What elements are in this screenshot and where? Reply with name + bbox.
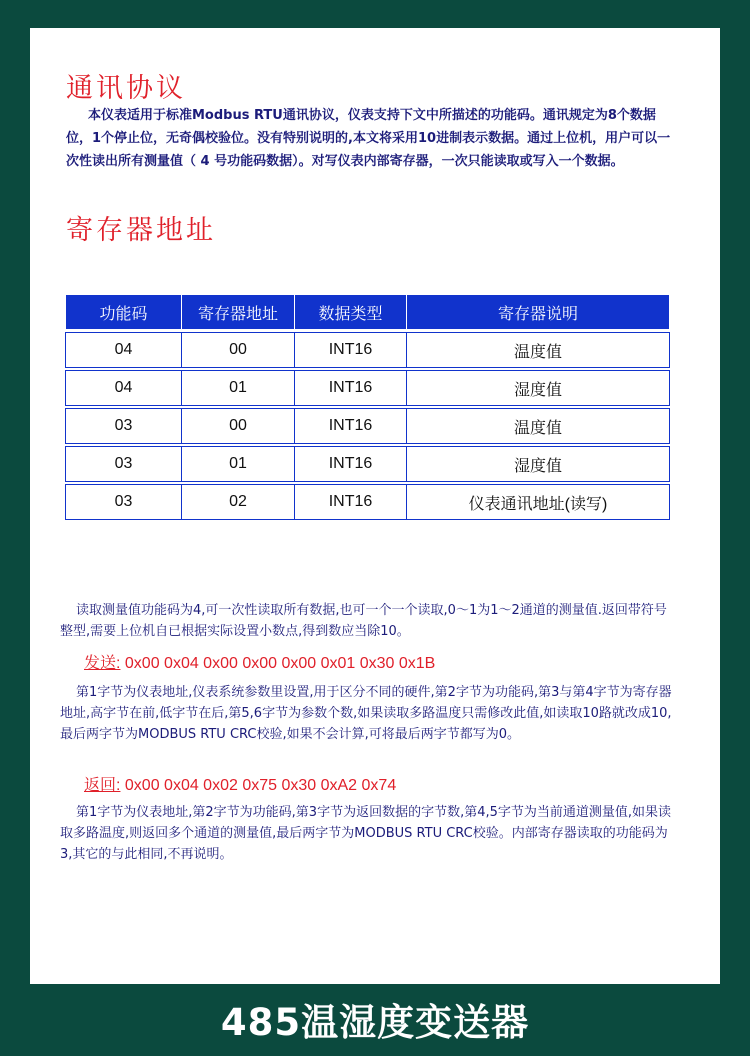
cell-description: 湿度值 [407,371,670,406]
cell-data-type: INT16 [295,333,407,368]
cell-description: 湿度值 [407,447,670,482]
cell-function-code: 03 [66,485,182,520]
reply-command [84,772,396,795]
header-data-type: 数据类型 [295,295,407,330]
reply-bytes: 0x00 0x04 0x02 0x75 0x30 0xA2 0x74 [120,777,397,794]
send-explanation: 第1字节为仪表地址,仪表系统参数里设置,用于区分不同的硬件,第2字节为功能码,第3与第4字节为寄存器地址,高字节在前,低字节在后,第5,6字节为参数个数,如果读取多路温度只需修改此值,如读取10路就改成10,最后两字节为MODBUS RTU CRC校验,如果不会计算,可将最后两字节都写为0。 [60,685,672,742]
section-title-registers: 寄存器地址 [66,215,216,246]
table-row [66,447,670,482]
table-row [66,371,670,406]
send-bytes: 0x00 0x04 0x00 0x00 0x00 0x01 0x30 0x1B [120,655,436,672]
product-title-banner: 485温湿度变送器 [220,1001,530,1044]
reply-explanation: 第1字节为仪表地址,第2字节为功能码,第3字节为返回数据的字节数,第4,5字节为当前通道测量值,如果读取多路温度,则返回多个通道的测量值,最后两字节为MODBUS RTU CRC校验。内部寄存器读取的功能码为3,其它的与此相同,不再说明。 [60,805,672,862]
table-row [66,485,670,520]
cell-description: 温度值 [407,409,670,444]
cell-register-address: 00 [182,333,295,368]
header-register-description: 寄存器说明 [407,295,670,330]
table-header-row [66,295,670,330]
cell-function-code: 04 [66,333,182,368]
send-command [84,650,435,673]
cell-data-type: INT16 [295,447,407,482]
cell-description: 仪表通讯地址(读写) [407,485,670,520]
table-row [66,333,670,368]
document-page [30,28,720,984]
table-row [66,409,670,444]
cell-function-code: 03 [66,447,182,482]
cell-register-address: 00 [182,409,295,444]
cell-data-type: INT16 [295,409,407,444]
cell-data-type: INT16 [295,371,407,406]
cell-function-code: 04 [66,371,182,406]
reply-label: 返回: [84,777,121,794]
cell-register-address: 02 [182,485,295,520]
read-instructions: 读取测量值功能码为4,可一次性读取所有数据,也可一个一个读取,0～1为1～2通道的测量值.返回带符号整型,需要上位机自已根据实际设置小数点,得到数应当除10。 [60,603,667,639]
send-label: 发送: [84,655,121,672]
cell-data-type: INT16 [295,485,407,520]
header-function-code: 功能码 [66,295,182,330]
cell-register-address: 01 [182,371,295,406]
cell-description: 温度值 [407,333,670,368]
header-register-address: 寄存器地址 [182,295,295,330]
cell-function-code: 03 [66,409,182,444]
protocol-description: 本仪表适用于标准Modbus RTU通讯协议，仪表支持下文中所描述的功能码。通讯规定为8个数据位，1个停止位，无奇偶校验位。没有特别说明的,本文将采用10进制表示数据。通过上位机，用户可以一次性读出所有测量值（ 4 号功能码数据）。对写仪表内部寄存器，一次只能读取或写入一个数据。 [66,108,671,169]
section-title-protocol: 通讯协议 [66,73,186,104]
cell-register-address: 01 [182,447,295,482]
register-table [65,294,670,520]
